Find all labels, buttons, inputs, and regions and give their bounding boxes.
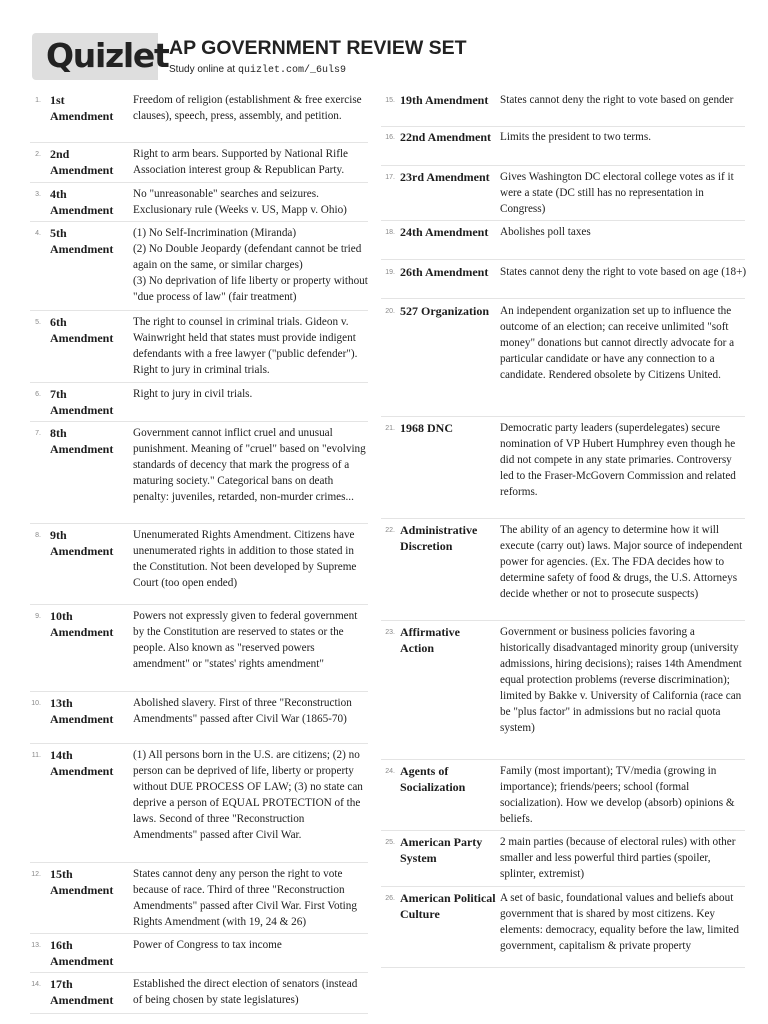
term-number: 19.: [385, 269, 395, 276]
terms-column-left: [30, 88, 368, 1014]
term-name: 1st Amendment: [50, 93, 114, 123]
term-number: 18.: [385, 229, 395, 236]
term-name: 24th Amendment: [400, 225, 489, 239]
term-definition: Established the direct election of senators (instead of being chosen by state legislatures): [133, 978, 358, 1006]
term-number: 15.: [385, 97, 395, 104]
term-name: 10th Amendment: [50, 609, 114, 639]
term-definition: (1) All persons born in the U.S. are citizens; (2) no person can be deprived of life, liberty or property without DUE PROCESS OF LAW; (3) no state can deprive a person of EQUAL PROTECTION of the laws. Second of three "Reconstruction Amendments" passed after Civil War.: [133, 749, 363, 841]
term-number: 23.: [385, 629, 395, 636]
term-row: [30, 744, 368, 863]
study-url-link[interactable]: quizlet.com/_6uls9: [237, 65, 346, 76]
term-definition: Freedom of religion (establishment & free exercise clauses), speech, press, assembly, and petition.: [133, 94, 362, 122]
term-definition: The ability of an agency to determine how it will execute (carry out) laws. Major source of independent power for agencies. (Ex. The FDA decides how to determine safety of food & drugs, the U.S. Attorneys decide whether or not to prosecute suspects): [500, 524, 743, 600]
term-definition: Limits the president to two terms.: [500, 131, 652, 143]
term-number: 6.: [35, 391, 41, 398]
term-definition: Unenumerated Rights Amendment. Citizens have unenumerated rights in addition to those stated in the Constitution. Not been developed by Supreme Court (too open ended): [133, 529, 357, 589]
term-number: 10.: [31, 700, 41, 707]
term-row: [381, 127, 745, 166]
term-name: Administrative Discretion: [400, 523, 478, 553]
logo-text: Quizlet: [46, 36, 169, 75]
term-definition: Power of Congress to tax income: [133, 939, 282, 951]
term-name: 22nd Amendment: [400, 130, 492, 144]
term-number: 24.: [385, 768, 395, 775]
term-number: 26.: [385, 895, 395, 902]
term-number: 2.: [35, 151, 41, 158]
term-row: [381, 621, 745, 760]
term-name: 6th Amendment: [50, 315, 114, 345]
term-definition: Government or business policies favoring a historically disadvantaged minority group (university admissions, hiring decisions); raises 14th Amendment equal protection problems (reverse discrimination); limited by Bakke v. University of California (race can be "plus factor" in admissions but no racial quota system): [500, 626, 742, 734]
term-name: 5th Amendment: [50, 226, 114, 256]
term-row: [381, 831, 745, 887]
term-name: American Party System: [400, 835, 483, 865]
term-row: [381, 760, 745, 831]
term-definition: States cannot deny the right to vote based on gender: [500, 94, 734, 106]
term-definition: Government cannot inflict cruel and unusual punishment. Meaning of "cruel" based on "evolving standards of decency that mark the progress of a maturing society." Categorical bans on death penalty: juveniles, retarded, non-murder crimes...: [133, 427, 366, 503]
term-row: [30, 973, 368, 1014]
term-number: 17.: [385, 174, 395, 181]
term-definition: Powers not expressly given to federal government by the Constitution are reserved to states or the people. Also known as "reserved powers amendment" or "states' rights amendment": [133, 610, 358, 670]
term-definition: (1) No Self-Incrimination (Miranda) (2) No Double Jeopardy (defendant cannot be tried again on the same, or similar charges) (3) No deprivation of life liberty or property without "due process of law" (fair treatment): [133, 227, 368, 303]
term-number: 12.: [31, 871, 41, 878]
term-definition: 2 main parties (because of electoral rules) with other smaller and less powerful third parties (spoiler, splinter, extremist): [500, 836, 736, 880]
term-number: 14.: [31, 981, 41, 988]
quizlet-logo: [32, 33, 169, 80]
term-definition: Gives Washington DC electoral college votes as if it were a state (DC still has no representation in Congress): [500, 171, 734, 215]
term-name: 16th Amendment: [50, 938, 114, 968]
term-number: 13.: [31, 942, 41, 949]
term-row: [30, 183, 368, 222]
term-row: [30, 692, 368, 744]
term-number: 3.: [35, 191, 41, 198]
term-name: Affirmative Action: [400, 625, 460, 655]
term-name: 2nd Amendment: [50, 147, 114, 177]
term-number: 22.: [385, 527, 395, 534]
term-row: [30, 143, 368, 183]
term-name: 13th Amendment: [50, 696, 114, 726]
term-name: 17th Amendment: [50, 977, 114, 1007]
term-number: 7.: [35, 430, 41, 437]
term-row: [30, 222, 368, 311]
term-name: 527 Organization: [400, 304, 489, 318]
term-row: [30, 422, 368, 524]
term-name: 19th Amendment: [400, 93, 489, 107]
term-row: [30, 524, 368, 605]
term-name: Agents of Socialization: [400, 764, 466, 794]
term-number: 16.: [385, 134, 395, 141]
term-row: [381, 166, 745, 221]
term-name: 14th Amendment: [50, 748, 114, 778]
term-number: 20.: [385, 308, 395, 315]
term-number: 1.: [35, 97, 41, 104]
term-number: 25.: [385, 839, 395, 846]
term-row: [30, 863, 368, 934]
term-definition: Abolishes poll taxes: [500, 226, 591, 238]
term-name: 15th Amendment: [50, 867, 114, 897]
page-header: [32, 33, 742, 81]
term-number: 8.: [35, 532, 41, 539]
term-row: [381, 260, 745, 299]
term-name: 7th Amendment: [50, 387, 114, 417]
term-definition: Democratic party leaders (superdelegates) secure nomination of VP Hubert Humphrey even though he did not compete in any state primaries. Controversy led to the Fraser-McGovern Commission and related reforms.: [500, 422, 736, 498]
term-definition: No "unreasonable" searches and seizures. Exclusionary rule (Weeks v. US, Mapp v. Ohio): [133, 188, 347, 216]
term-name: 23rd Amendment: [400, 170, 490, 184]
term-row: [381, 88, 745, 127]
term-number: 21.: [385, 425, 395, 432]
term-definition: States cannot deny any person the right to vote because of race. Third of three "Reconstruction Amendments" passed after Civil War. First Voting Rights Amendment (with 19, 24 & 26): [133, 868, 357, 928]
term-row: [381, 887, 745, 968]
study-online-line: [169, 64, 346, 76]
term-definition: An independent organization set up to influence the outcome of an election; can receive unlimited "soft money" donations but cannot directly advocate for a particular candidate or have any connection to a candidate. Rendered obsolete by Citizens United.: [500, 305, 735, 381]
term-definition: States cannot deny the right to vote based on age (18+): [500, 266, 747, 278]
term-name: 1968 DNC: [400, 421, 453, 435]
term-definition: Right to arm bears. Supported by National Rifle Association interest group & Republican Party.: [133, 148, 349, 176]
page-title: AP GOVERNMENT REVIEW SET: [169, 37, 467, 59]
term-row: [30, 383, 368, 422]
term-row: [381, 519, 745, 621]
term-number: 4.: [35, 230, 41, 237]
term-row: [381, 299, 745, 417]
terms-column-right: [381, 88, 745, 968]
term-number: 5.: [35, 319, 41, 326]
term-name: American Political Culture: [400, 891, 496, 921]
term-name: 4th Amendment: [50, 187, 114, 217]
term-name: 26th Amendment: [400, 265, 489, 279]
term-definition: A set of basic, foundational values and beliefs about government that is shared by most citizens. Key elements: democracy, equality before the law, limited government, capitalism & private property: [500, 892, 739, 952]
term-definition: Right to jury in civil trials.: [133, 388, 253, 400]
term-row: [30, 88, 368, 143]
term-name: 9th Amendment: [50, 528, 114, 558]
study-online-text: Study online at: [169, 64, 236, 75]
term-definition: Abolished slavery. First of three "Reconstruction Amendments" passed after Civil War (1865-70): [133, 697, 352, 725]
term-row: [30, 311, 368, 383]
term-row: [381, 221, 745, 260]
term-row: [381, 417, 745, 519]
term-definition: Family (most important); TV/media (growing in importance); friends/peers; school (formal socialization). How we develop (absorb) opinions & beliefs.: [500, 765, 735, 825]
term-name: 8th Amendment: [50, 426, 114, 456]
term-number: 9.: [35, 613, 41, 620]
term-row: [30, 934, 368, 973]
term-definition: The right to counsel in criminal trials. Gideon v. Wainwright held that states must provide indigent defendants with a free lawyer ("public defender"). Right to jury in criminal trials.: [133, 316, 358, 376]
term-row: [30, 605, 368, 692]
term-number: 11.: [31, 752, 41, 759]
